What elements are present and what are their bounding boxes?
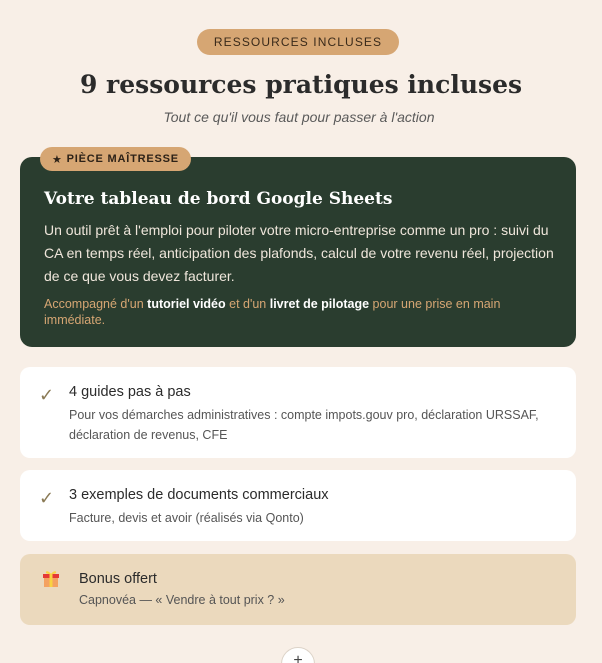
featured-note-booklet: livret de pilotage <box>269 297 370 311</box>
section-subtitle: Tout ce qu'il vous faut pour passer à l'action <box>163 109 435 125</box>
featured-note <box>44 296 544 328</box>
resource-title: 4 guides pas à pas <box>69 384 191 400</box>
checkmark-icon: ✓ <box>39 488 55 508</box>
bonus-description: Capnovéa — « Vendre à tout prix ? » <box>79 593 285 607</box>
featured-note-text: Accompagné d'un <box>44 297 148 311</box>
resource-description: Pour vos démarches administratives : compte impots.gouv pro, déclaration URSSAF, déclaration de revenus, CFE <box>69 408 539 442</box>
featured-note-video: tutoriel vidéo <box>147 297 226 311</box>
bonus-title: Bonus offert <box>79 571 157 587</box>
featured-note-text: et d'un <box>225 297 270 311</box>
resource-description: Facture, devis et avoir (réalisés via Qonto) <box>69 511 304 525</box>
featured-resource-card <box>20 157 576 347</box>
gift-icon <box>42 570 60 587</box>
section-title: 9 ressources pratiques incluses <box>79 70 523 99</box>
resource-card-documents <box>20 470 576 541</box>
resource-title: 3 exemples de documents commerciaux <box>69 487 329 503</box>
featured-tag <box>40 147 191 171</box>
featured-title: Votre tableau de bord Google Sheets <box>44 189 393 209</box>
section-badge: RESSOURCES INCLUSES <box>197 29 399 55</box>
resource-card-guides <box>20 367 576 458</box>
featured-tag-label: PIÈCE MAÎTRESSE <box>66 153 179 165</box>
featured-description: Un outil prêt à l'emploi pour piloter votre micro-entreprise comme un pro : suivi du CA en temps réel, anticipation des plafonds, calcul de votre revenu réel, projection de ce que vous devez facturer. <box>44 222 554 284</box>
plus-icon: + <box>293 652 303 663</box>
expand-button[interactable] <box>281 647 315 663</box>
checkmark-icon: ✓ <box>39 385 55 405</box>
star-icon: ★ <box>52 153 63 166</box>
featured-note-text: pour une prise en main immédiate. <box>44 297 501 327</box>
bonus-card <box>20 554 576 625</box>
